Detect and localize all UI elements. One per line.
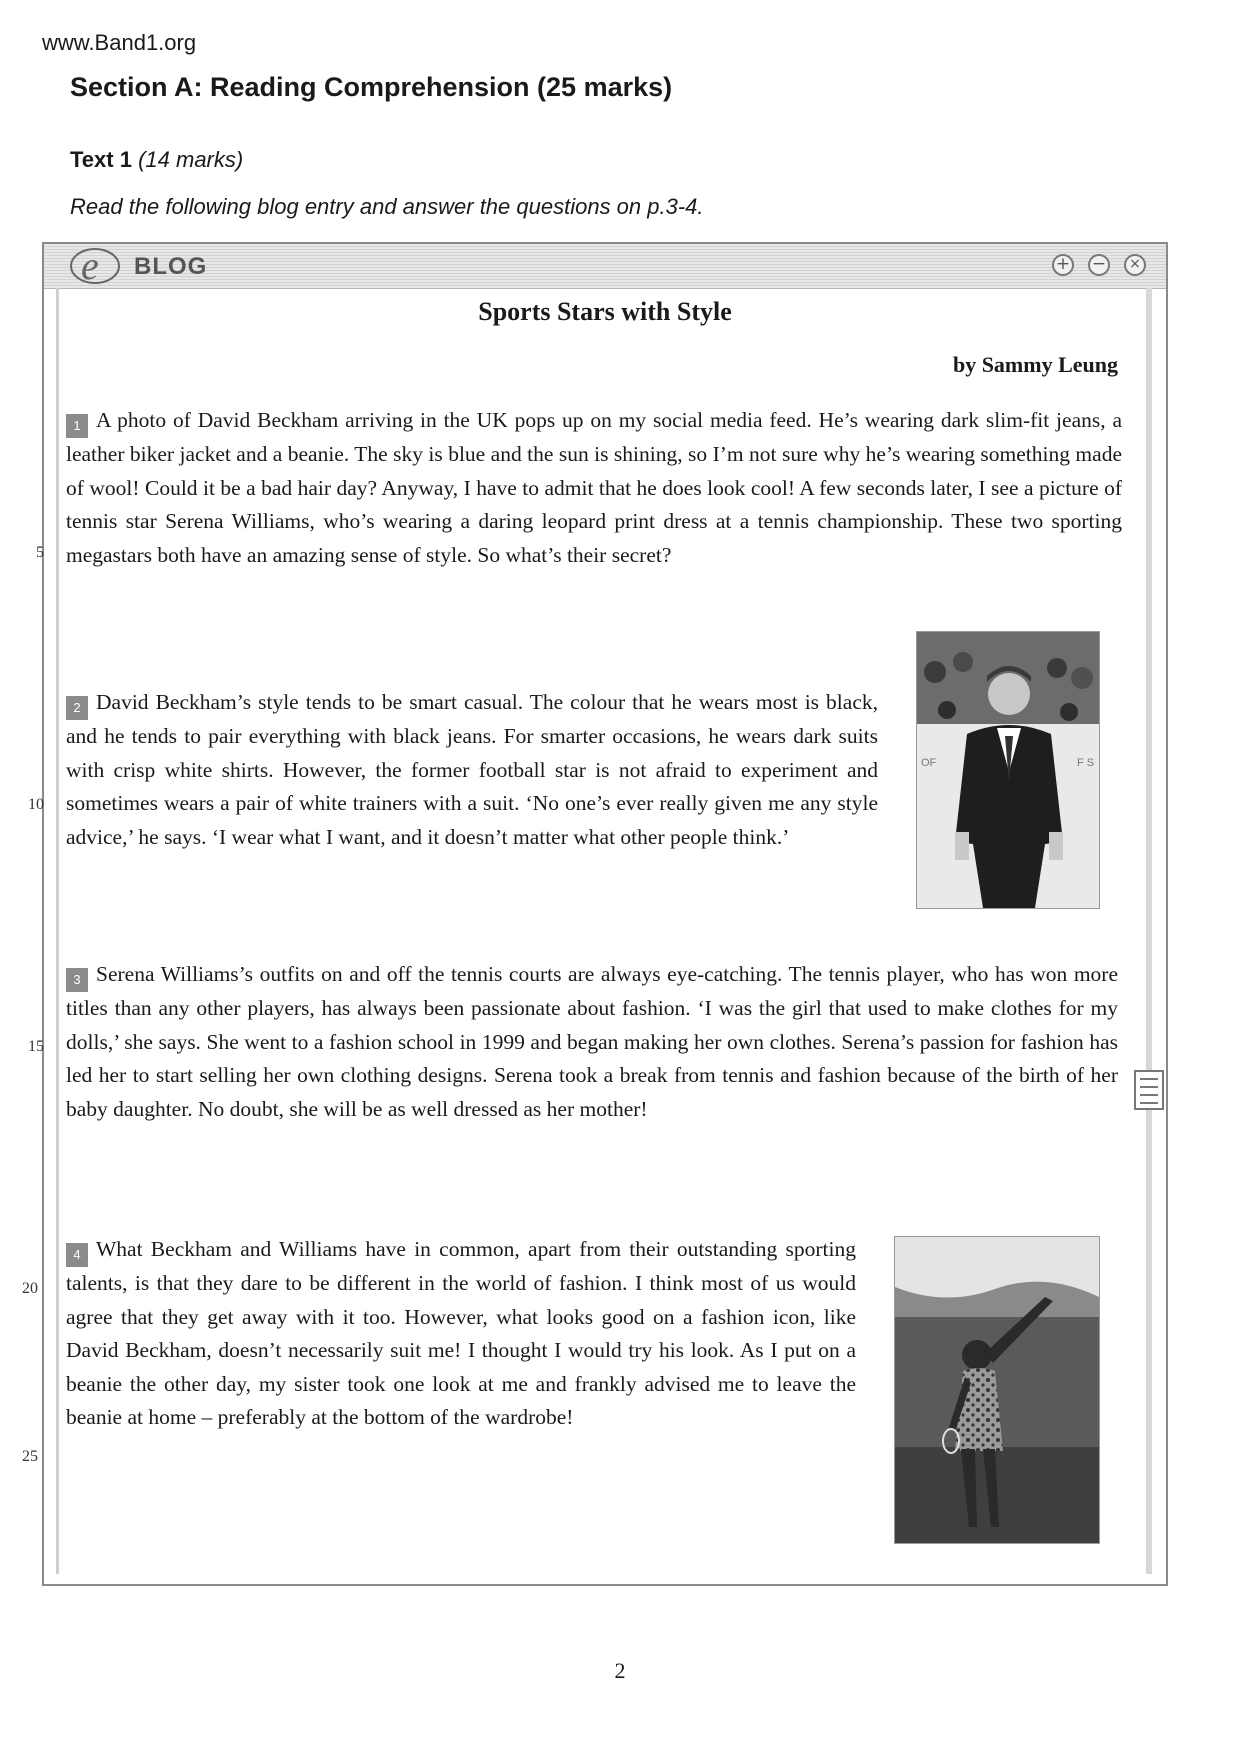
- instruction: Read the following blog entry and answer the questions on p.3-4.: [70, 194, 704, 219]
- e-logo-icon: [68, 242, 122, 288]
- paragraph-1: [66, 404, 1122, 572]
- section-title: Section A: Reading Comprehension (25 marks): [70, 72, 673, 102]
- line-number: 10: [28, 796, 44, 813]
- svg-text:OF: OF: [921, 757, 937, 769]
- website-url: www.Band1.org: [42, 30, 197, 55]
- window-left-border: [56, 288, 59, 1574]
- paragraph-number: 3: [66, 968, 88, 992]
- blog-titlebar: [44, 244, 1166, 289]
- text-marks: (14 marks): [138, 147, 244, 172]
- close-icon[interactable]: ×: [1124, 254, 1146, 276]
- svg-text:F S: F S: [1077, 757, 1095, 769]
- scrollbar-track[interactable]: [1146, 288, 1152, 1574]
- text-label: Text 1: [70, 147, 132, 172]
- paragraph-number: 2: [66, 696, 88, 720]
- text-heading: [70, 147, 243, 173]
- minus-icon[interactable]: −: [1088, 254, 1110, 276]
- paragraph-text: A photo of David Beckham arriving in the UK pops up on my social media feed. He’s wearing dark slim-fit jeans, a leather biker jacket and a beanie. The sky is blue and the sun is shining, so I’m not sure why he’s wearing something made of wool! Could it be a bad hair day? Anyway, I have to admit that he does look cool! A few seconds later, I see a picture of tennis star Serena Williams, who’s wearing a daring leopard print dress at a tennis championship. These two sporting megastars both have an amazing sense of style. So what’s their secret?: [66, 408, 1122, 567]
- line-number: 20: [22, 1280, 38, 1297]
- paragraph-number: 1: [66, 414, 88, 438]
- blog-window: [42, 242, 1168, 1586]
- paragraph-4: [66, 1233, 856, 1435]
- page-number: 2: [614, 1658, 626, 1683]
- paragraph-number: 4: [66, 1243, 88, 1267]
- post-byline: by Sammy Leung: [952, 352, 1118, 377]
- paragraph-text: What Beckham and Williams have in common, apart from their outstanding sporting talents, is that they dare to be different in the world of fashion. I think most of us would agree that they get away with it too. However, what looks good on a fashion icon, like David Beckham, doesn’t necessarily suit me! I thought I would try his look. As I put on a beanie the other day, my sister took one look at me and frankly advised me to leave the beanie at home – preferably at the bottom of the wardrobe!: [66, 1237, 856, 1429]
- line-number: 25: [22, 1448, 38, 1465]
- paragraph-2: [66, 686, 878, 854]
- beckham-photo: [916, 631, 1100, 909]
- line-number: 15: [28, 1038, 44, 1055]
- paragraph-3: [66, 958, 1118, 1126]
- paragraph-text: Serena Williams’s outfits on and off the tennis courts are always eye-catching. The tennis player, who has won more titles than any other players, has always been passionate about fashion. ‘I was the girl that used to make clothes for my dolls,’ she says. She went to a fashion school in 1999 and began making her own clothes. Serena’s passion for fashion has led her to start selling her own clothing designs. Serena took a break from tennis and fashion because of the birth of her baby daughter. No doubt, she will be as well dressed as her mother!: [66, 962, 1118, 1121]
- paragraph-text: David Beckham’s style tends to be smart casual. The colour that he wears most is black, and he tends to pair everything with black jeans. For smarter occasions, he wears dark suits with crisp white shirts. However, the former football star is not afraid to experiment and sometimes wears a pair of white trainers with a suit. ‘No one’s ever really given me any style advice,’ he says. ‘I wear what I want, and it doesn’t matter what other people think.’: [66, 690, 878, 849]
- plus-icon[interactable]: +: [1052, 254, 1074, 276]
- svg-text:e: e: [81, 243, 99, 288]
- post-title: Sports Stars with Style: [478, 297, 732, 326]
- scrollbar-thumb[interactable]: [1134, 1070, 1164, 1110]
- serena-photo: [894, 1236, 1100, 1544]
- line-number: 5: [36, 544, 44, 561]
- blog-label: BLOG: [134, 253, 208, 280]
